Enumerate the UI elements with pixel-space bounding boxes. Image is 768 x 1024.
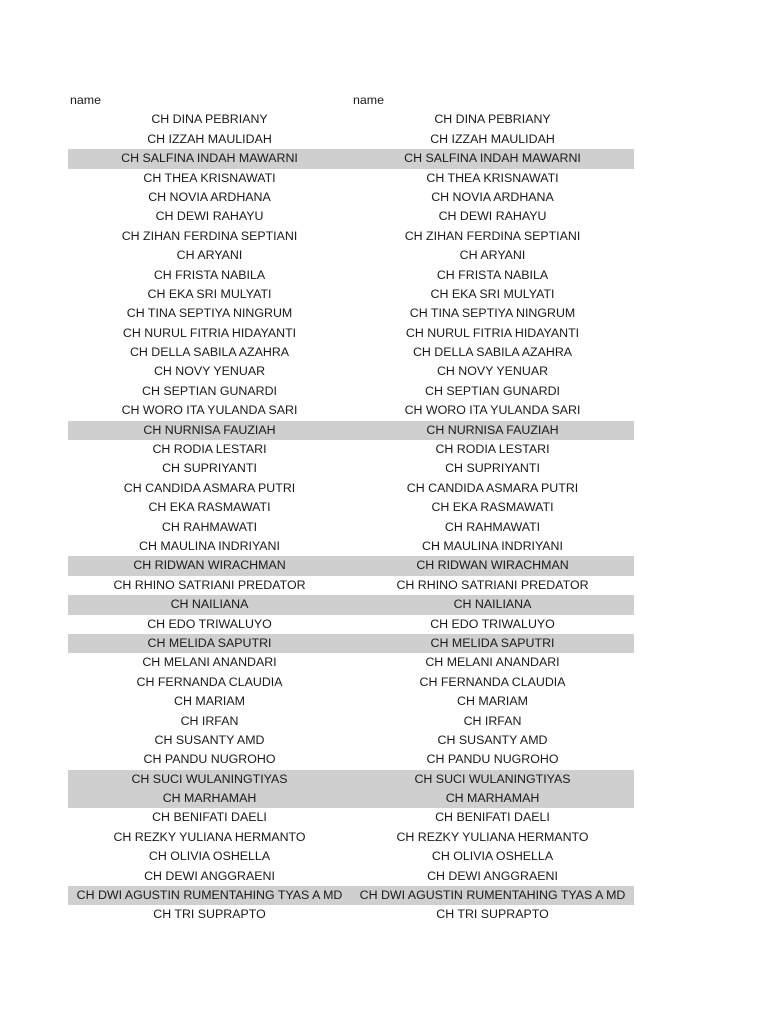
table-row — [68, 169, 634, 188]
name-cell-left: CH DELLA SABILA AZAHRA — [129, 345, 290, 360]
table-row — [68, 266, 634, 285]
name-cell-left: CH THEA KRISNAWATI — [143, 170, 276, 185]
table-row — [68, 808, 634, 827]
name-table — [68, 91, 634, 925]
name-cell-left: CH FERNANDA CLAUDIA — [136, 674, 283, 689]
name-cell-left: CH MELIDA SAPUTRI — [147, 635, 272, 650]
name-cell-right: CH DINA PEBRIANY — [434, 112, 551, 127]
name-cell-left: CH NAILIANA — [170, 597, 249, 612]
name-cell-right: CH MARHAMAH — [445, 791, 540, 806]
table-row — [68, 518, 634, 537]
name-cell-left: CH IZZAH MAULIDAH — [147, 131, 272, 146]
name-cell-left: CH NURNISA FAUZIAH — [143, 422, 276, 437]
name-cell-right: CH SUCI WULANINGTIYAS — [414, 771, 571, 786]
name-cell-right: CH MAULINA INDRIYANI — [422, 538, 563, 553]
name-cell-right: CH NOVY YENUAR — [436, 364, 549, 379]
table-row — [68, 615, 634, 634]
name-cell-right: CH RHINO SATRIANI PREDATOR — [396, 577, 589, 592]
name-cell-left: CH SEPTIAN GUNARDI — [142, 383, 277, 398]
name-cell-left: CH TRI SUPRAPTO — [153, 907, 266, 922]
name-cell-left: CH IRFAN — [180, 713, 239, 728]
table-row — [68, 401, 634, 420]
name-cell-right: CH ZIHAN FERDINA SEPTIANI — [404, 228, 581, 243]
name-cell-left: CH CANDIDA ASMARA PUTRI — [123, 480, 296, 495]
table-row — [68, 382, 634, 401]
table-row — [68, 207, 634, 226]
name-cell-left: CH SUCI WULANINGTIYAS — [131, 771, 288, 786]
name-cell-right: CH FRISTA NABILA — [436, 267, 549, 282]
table-row — [68, 110, 634, 129]
name-cell-right: CH ARYANI — [459, 248, 526, 263]
table-row — [68, 498, 634, 517]
name-cell-left: CH NURUL FITRIA HIDAYANTI — [122, 325, 297, 340]
table-row — [68, 847, 634, 866]
name-cell-right: CH WORO ITA YULANDA SARI — [404, 403, 581, 418]
name-cell-left: CH OLIVIA OSHELLA — [148, 849, 271, 864]
name-cell-right: CH NURNISA FAUZIAH — [426, 422, 559, 437]
name-cell-right: CH EKA RASMAWATI — [431, 500, 554, 515]
table-row — [68, 130, 634, 149]
name-cell-right: CH SUSANTY AMD — [437, 732, 548, 747]
table-row — [68, 867, 634, 886]
name-cell-left: CH REZKY YULIANA HERMANTO — [113, 829, 306, 844]
name-cell-left: CH EKA RASMAWATI — [148, 500, 271, 515]
name-cell-left: CH PANDU NUGROHO — [143, 752, 276, 767]
table-row — [68, 246, 634, 265]
name-cell-right: CH MELIDA SAPUTRI — [430, 635, 555, 650]
name-cell-right: CH NURUL FITRIA HIDAYANTI — [405, 325, 580, 340]
name-cell-left: CH SUSANTY AMD — [154, 732, 265, 747]
name-cell-left: CH EDO TRIWALUYO — [147, 616, 272, 631]
table-row — [68, 421, 634, 440]
name-cell-right: CH FERNANDA CLAUDIA — [419, 674, 566, 689]
name-cell-right: CH RODIA LESTARI — [435, 442, 550, 457]
name-cell-left: CH ARYANI — [176, 248, 243, 263]
table-body — [68, 110, 634, 924]
name-cell-right: CH PANDU NUGROHO — [426, 752, 559, 767]
table-row — [68, 828, 634, 847]
column-header-name-right: name — [353, 93, 384, 107]
name-cell-left: CH RODIA LESTARI — [152, 442, 267, 457]
table-row — [68, 770, 634, 789]
name-cell-left: CH SALFINA INDAH MAWARNI — [121, 151, 298, 166]
table-row — [68, 362, 634, 381]
name-cell-right: CH TINA SEPTIYA NINGRUM — [409, 306, 576, 321]
column-header-name-left: name — [70, 93, 101, 107]
table-row — [68, 537, 634, 556]
name-cell-left: CH NOVIA ARDHANA — [148, 189, 271, 204]
name-cell-right: CH MELANI ANANDARI — [425, 655, 560, 670]
name-cell-left: CH DWI AGUSTIN RUMENTAHING TYAS A MD — [76, 888, 343, 903]
table-row — [68, 731, 634, 750]
name-cell-right: CH IRFAN — [463, 713, 522, 728]
name-cell-right: CH THEA KRISNAWATI — [426, 170, 559, 185]
name-cell-left: CH RIDWAN WIRACHMAN — [133, 558, 286, 573]
name-cell-right: CH BENIFATI DAELI — [435, 810, 550, 825]
name-cell-left: CH RHINO SATRIANI PREDATOR — [113, 577, 306, 592]
name-cell-left: CH WORO ITA YULANDA SARI — [121, 403, 298, 418]
table-row — [68, 673, 634, 692]
name-cell-right: CH REZKY YULIANA HERMANTO — [396, 829, 589, 844]
name-cell-right: CH NOVIA ARDHANA — [431, 189, 554, 204]
table-row — [68, 653, 634, 672]
name-cell-left: CH DEWI RAHAYU — [155, 209, 264, 224]
table-header-row — [68, 91, 634, 110]
name-cell-left: CH SUPRIYANTI — [162, 461, 257, 476]
table-row — [68, 905, 634, 924]
table-row — [68, 149, 634, 168]
name-cell-right: CH IZZAH MAULIDAH — [430, 131, 555, 146]
table-row — [68, 188, 634, 207]
table-row — [68, 556, 634, 575]
table-row — [68, 324, 634, 343]
name-cell-right: CH OLIVIA OSHELLA — [431, 849, 554, 864]
name-cell-right: CH RAHMAWATI — [444, 519, 541, 534]
table-row — [68, 479, 634, 498]
name-cell-right: CH SUPRIYANTI — [445, 461, 540, 476]
name-cell-left: CH EKA SRI MULYATI — [147, 286, 272, 301]
table-row — [68, 304, 634, 323]
table-row — [68, 634, 634, 653]
name-cell-right: CH DEWI RAHAYU — [438, 209, 547, 224]
name-cell-right: CH DWI AGUSTIN RUMENTAHING TYAS A MD — [359, 888, 626, 903]
table-row — [68, 285, 634, 304]
name-cell-left: CH MARIAM — [174, 694, 245, 709]
name-cell-right: CH NAILIANA — [453, 597, 532, 612]
name-cell-right: CH EDO TRIWALUYO — [430, 616, 555, 631]
name-cell-right: CH DEWI ANGGRAENI — [427, 868, 558, 883]
name-cell-left: CH MELANI ANANDARI — [142, 655, 277, 670]
name-cell-right: CH DELLA SABILA AZAHRA — [412, 345, 573, 360]
name-cell-right: CH CANDIDA ASMARA PUTRI — [406, 480, 579, 495]
table-row — [68, 595, 634, 614]
table-row — [68, 576, 634, 595]
name-cell-left: CH ZIHAN FERDINA SEPTIANI — [121, 228, 298, 243]
name-cell-right: CH EKA SRI MULYATI — [430, 286, 555, 301]
table-row — [68, 343, 634, 362]
name-cell-left: CH TINA SEPTIYA NINGRUM — [126, 306, 293, 321]
name-cell-left: CH NOVY YENUAR — [153, 364, 266, 379]
name-cell-left: CH DEWI ANGGRAENI — [144, 868, 275, 883]
name-cell-right: CH MARIAM — [457, 694, 528, 709]
table-row — [68, 886, 634, 905]
name-cell-left: CH MARHAMAH — [162, 791, 257, 806]
table-row — [68, 789, 634, 808]
table-row — [68, 459, 634, 478]
name-cell-right: CH SALFINA INDAH MAWARNI — [404, 151, 581, 166]
table-row — [68, 227, 634, 246]
name-cell-left: CH RAHMAWATI — [161, 519, 258, 534]
name-cell-left: CH MAULINA INDRIYANI — [139, 538, 280, 553]
table-row — [68, 692, 634, 711]
name-cell-right: CH SEPTIAN GUNARDI — [425, 383, 560, 398]
name-cell-left: CH FRISTA NABILA — [153, 267, 266, 282]
table-row — [68, 440, 634, 459]
name-cell-right: CH TRI SUPRAPTO — [436, 907, 549, 922]
table-row — [68, 712, 634, 731]
name-cell-left: CH DINA PEBRIANY — [151, 112, 268, 127]
name-cell-right: CH RIDWAN WIRACHMAN — [416, 558, 569, 573]
name-cell-left: CH BENIFATI DAELI — [152, 810, 267, 825]
table-row — [68, 750, 634, 769]
